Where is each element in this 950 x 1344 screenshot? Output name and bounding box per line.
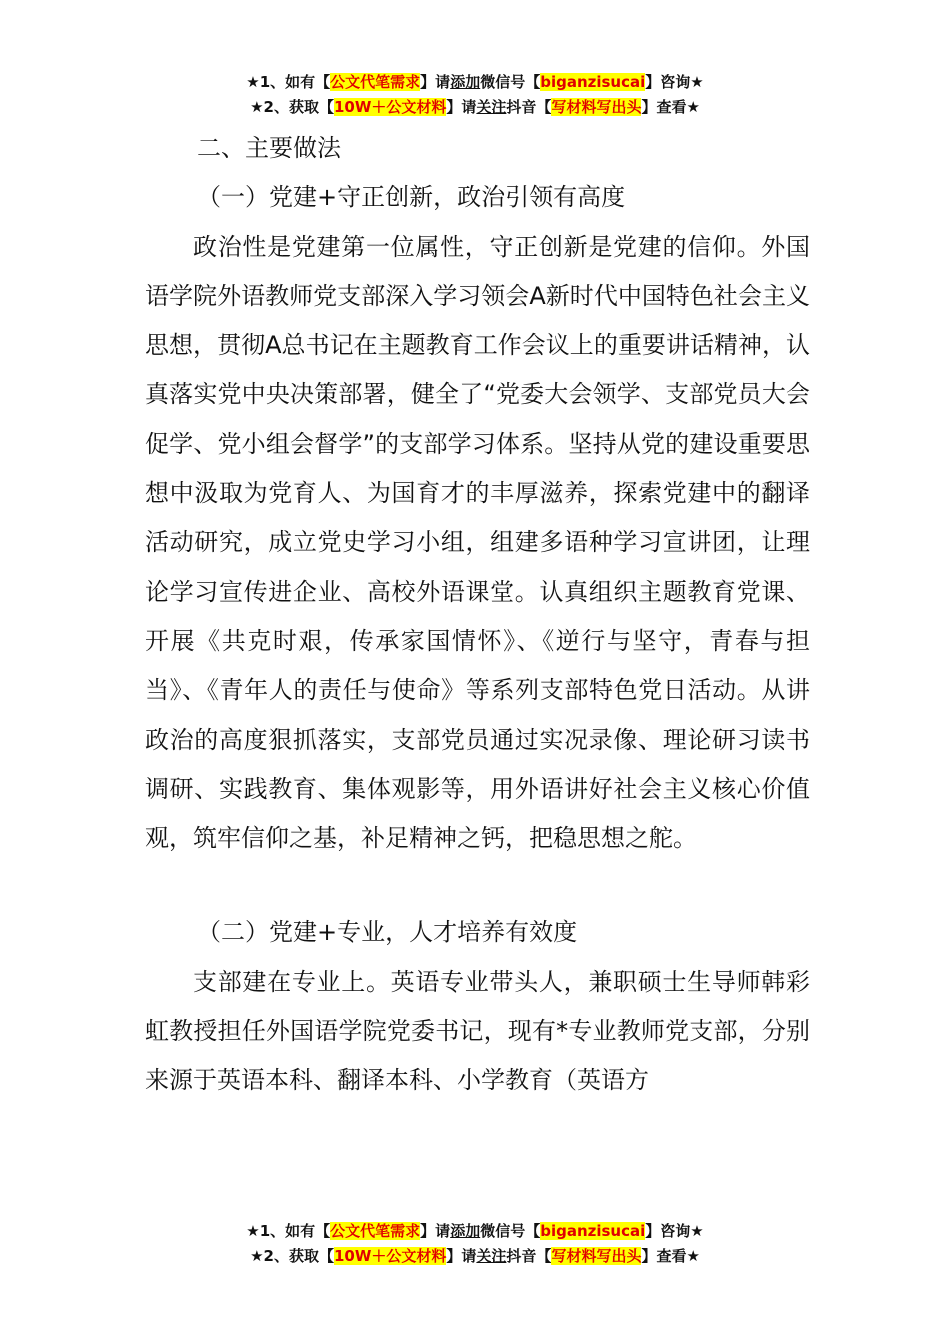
banner-text: 抖音【 (506, 1247, 552, 1265)
banner-text: 】请 (446, 1247, 477, 1265)
banner-highlight: 10W＋公文材料 (333, 98, 447, 116)
section-title: 二、主要做法 (197, 134, 341, 162)
banner-underlined-text: 添加 (450, 1222, 481, 1240)
paragraph-gap (145, 863, 810, 908)
header-banner (0, 70, 950, 120)
banner-text: 微信号【 (480, 1222, 541, 1240)
banner-wechat-id: biganzisucai (540, 1222, 646, 1240)
banner-text: 微信号【 (480, 73, 541, 91)
subsection-title-1: （一）党建+守正创新，政治引领有高度 (197, 183, 626, 212)
banner-text: ★1、如有【 (246, 1222, 331, 1240)
footer-banner-line-1 (0, 1219, 950, 1244)
banner-text: 】请 (420, 1222, 451, 1240)
header-banner-line-1 (0, 70, 950, 95)
banner-highlight: 10W＋公文材料 (333, 1247, 447, 1265)
banner-underlined-text: 关注 (476, 98, 507, 116)
footer-banner (0, 1219, 950, 1269)
paragraph-1: 政治性是党建第一位属性，守正创新是党建的信仰。外国语学院外语教师党支部深入学习领会A新时代中国特色社会主义思想，贯彻A总书记在主题教育工作会议上的重要讲话精神，认真落实党中央决策部署，健全了“党委大会领学、支部党员大会促学、党小组会督学”的支部学习体系。坚持从党的建设重要思想中汲取为党育人、为国育才的丰厚滋养，探索党建中的翻译活动研究，成立党史学习小组，组建多语种学习宣讲团，让理论学习宣传进企业、高校外语课堂。认真组织主题教育党课、开展《共克时艰，传承家国情怀》、《逆行与坚守，青春与担当》、《青年人的责任与使命》等系列支部特色党日活动。从讲政治的高度狠抓落实，支部党员通过实况录像、理论研习读书调研、实践教育、集体观影等，用外语讲好社会主义核心价值观，筑牢信仰之基，补足精神之钙，把稳思想之舵。 (145, 232, 810, 853)
banner-highlight: 公文代笔需求 (330, 73, 421, 91)
paragraph-2: 支部建在专业上。英语专业带头人，兼职硕士生导师韩彩虹教授担任外国语学院党委书记，现有*专业教师党支部，分别来源于英语本科、翻译本科、小学教育（英语方 (145, 967, 810, 1095)
header-banner-line-2 (0, 95, 950, 120)
banner-text: 】请 (446, 98, 477, 116)
banner-text: 】咨询★ (645, 1222, 704, 1240)
banner-text: ★2、获取【 (250, 98, 334, 116)
banner-text: 】查看★ (641, 1247, 700, 1265)
subsection-title-2: （二）党建+专业，人才培养有效度 (197, 918, 578, 947)
footer-banner-line-2 (0, 1244, 950, 1269)
banner-wechat-id: biganzisucai (540, 73, 646, 91)
banner-text: ★2、获取【 (250, 1247, 334, 1265)
banner-highlight: 写材料写出头 (551, 98, 642, 116)
banner-highlight: 公文代笔需求 (330, 1222, 421, 1240)
banner-highlight: 写材料写出头 (551, 1247, 642, 1265)
banner-text: 】查看★ (641, 98, 700, 116)
banner-text: 】咨询★ (645, 73, 704, 91)
banner-underlined-text: 添加 (450, 73, 481, 91)
banner-text: ★1、如有【 (246, 73, 331, 91)
banner-underlined-text: 关注 (476, 1247, 507, 1265)
banner-text: 抖音【 (506, 98, 552, 116)
document-body (145, 124, 810, 1106)
banner-text: 】请 (420, 73, 451, 91)
